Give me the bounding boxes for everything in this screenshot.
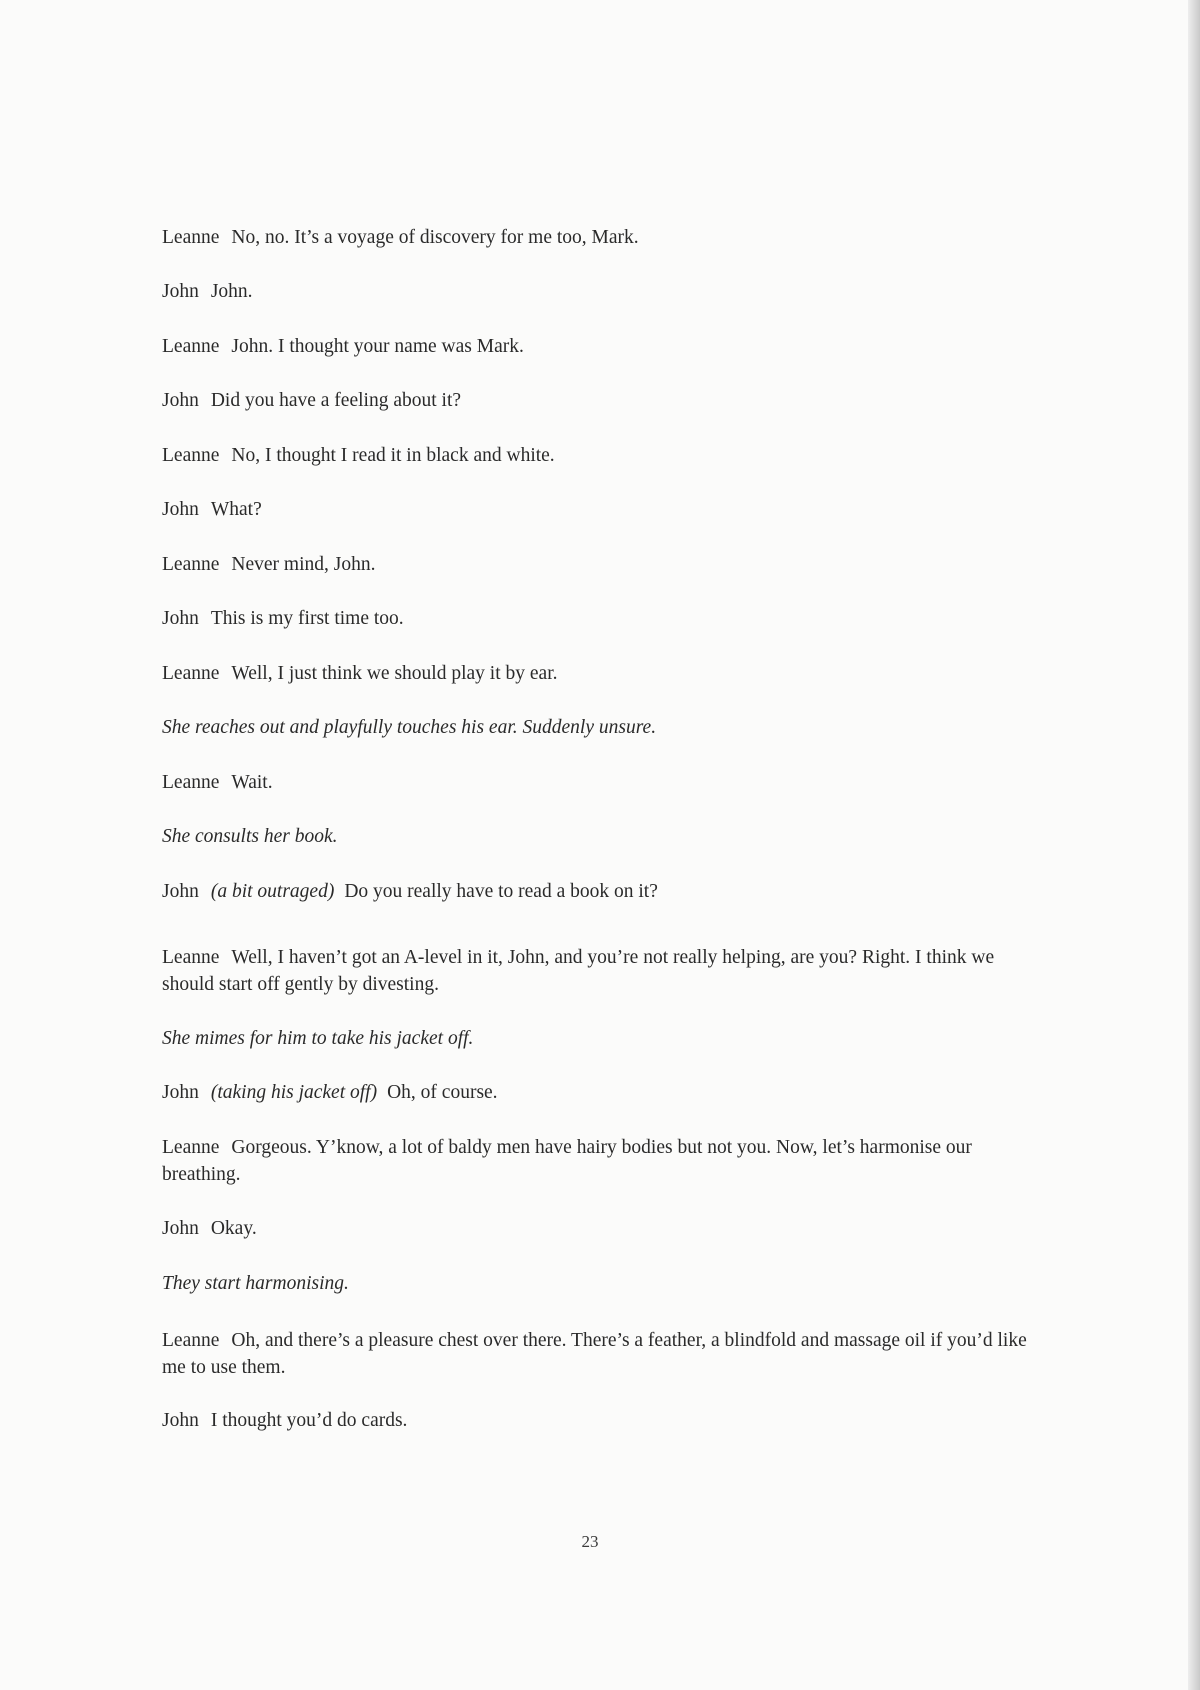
line-text: I thought you’d do cards.: [210, 1410, 408, 1431]
speaker-name: John: [162, 281, 199, 302]
speaker-name: Leanne: [162, 336, 220, 357]
dialogue-line: [162, 660, 1042, 687]
dialogue-line: [162, 1327, 1042, 1381]
line-text: This is my first time too.: [210, 608, 404, 629]
dialogue-line: [162, 496, 1042, 523]
dialogue-line: [162, 224, 1042, 251]
line-text: Wait.: [231, 772, 273, 793]
speaker-name: Leanne: [162, 772, 220, 793]
speaker-name: Leanne: [162, 1330, 220, 1351]
dialogue-line: [162, 878, 1042, 905]
line-text: Gorgeous. Y’know, a lot of baldy men have hairy bodies but not you. Now, let’s harmonise our breathing.: [162, 1137, 972, 1185]
dialogue-line: [162, 944, 1042, 998]
line-text: Never mind, John.: [231, 554, 376, 575]
line-text: Do you really have to read a book on it?: [344, 881, 658, 902]
dialogue-line: [162, 442, 1042, 469]
stage-direction-text: She consults her book.: [162, 826, 338, 847]
line-text: Okay.: [210, 1218, 257, 1239]
dialogue-line: [162, 1079, 1042, 1106]
dialogue-line: [162, 769, 1042, 796]
speaker-name: Leanne: [162, 1137, 220, 1158]
line-text: John. I thought your name was Mark.: [231, 336, 524, 357]
speaker-name: John: [162, 390, 199, 411]
dialogue-line: [162, 605, 1042, 632]
speaker-name: John: [162, 1082, 199, 1103]
line-text: No, I thought I read it in black and white.: [231, 445, 555, 466]
dialogue-line: [162, 551, 1042, 578]
page-edge-shadow: [1188, 0, 1200, 1690]
dialogue-line: [162, 278, 1042, 305]
speaker-name: John: [162, 1410, 199, 1431]
speaker-name: Leanne: [162, 554, 220, 575]
stage-direction: [162, 714, 1042, 741]
speaker-name: Leanne: [162, 227, 220, 248]
stage-direction: [162, 1270, 1042, 1297]
stage-direction: [162, 1025, 1042, 1052]
speaker-name: Leanne: [162, 663, 220, 684]
stage-direction-text: She mimes for him to take his jacket off.: [162, 1028, 474, 1049]
speaker-name: John: [162, 499, 199, 520]
line-text: Oh, of course.: [387, 1082, 498, 1103]
stage-direction: [162, 823, 1042, 850]
parenthetical: (taking his jacket off): [210, 1082, 378, 1103]
dialogue-line: [162, 1134, 1042, 1188]
line-text: Oh, and there’s a pleasure chest over there. There’s a feather, a blindfold and massage oil if you’d like me to use them.: [162, 1330, 1027, 1378]
speaker-name: Leanne: [162, 947, 220, 968]
dialogue-line: [162, 1215, 1042, 1242]
line-text: Did you have a feeling about it?: [210, 390, 462, 411]
speaker-name: John: [162, 608, 199, 629]
line-text: Well, I just think we should play it by ear.: [231, 663, 558, 684]
dialogue-line: [162, 387, 1042, 414]
line-text: John.: [210, 281, 253, 302]
stage-direction-text: They start harmonising.: [162, 1273, 349, 1294]
line-text: Well, I haven’t got an A-level in it, John, and you’re not really helping, are you? Right. I think we should start off gently by divesting.: [162, 947, 995, 995]
speaker-name: Leanne: [162, 445, 220, 466]
speaker-name: John: [162, 881, 199, 902]
line-text: No, no. It’s a voyage of discovery for me too, Mark.: [231, 227, 639, 248]
dialogue-line: [162, 333, 1042, 360]
parenthetical: (a bit outraged): [210, 881, 335, 902]
speaker-name: John: [162, 1218, 199, 1239]
line-text: What?: [210, 499, 262, 520]
stage-direction-text: She reaches out and playfully touches his ear. Suddenly unsure.: [162, 717, 657, 738]
page-number: 23: [581, 1532, 599, 1551]
dialogue-line: [162, 1407, 1042, 1434]
